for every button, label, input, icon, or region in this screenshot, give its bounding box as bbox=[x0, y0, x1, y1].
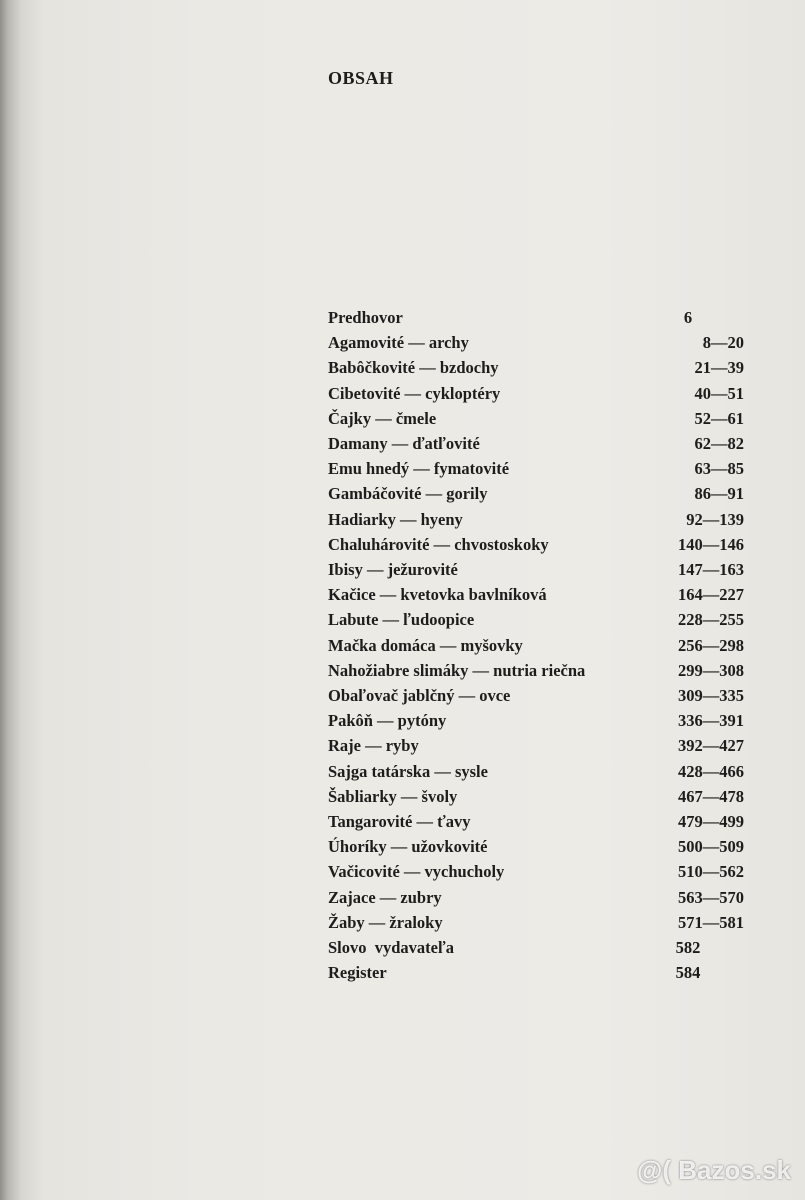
toc-entry-label: Predhovor bbox=[328, 308, 403, 327]
toc-entry-pages: 52—61 bbox=[694, 408, 744, 428]
toc-entry-label: Mačka domáca — myšovky bbox=[328, 635, 523, 655]
toc-entry bbox=[328, 358, 748, 382]
toc-entry bbox=[328, 837, 748, 861]
toc-entry bbox=[328, 736, 748, 760]
toc-entry bbox=[328, 333, 748, 357]
toc-entry bbox=[328, 560, 748, 584]
toc-entry-pages: 479—499 bbox=[678, 812, 744, 831]
toc-entry bbox=[328, 384, 748, 408]
toc-entry bbox=[328, 711, 748, 735]
toc-entry-label: Úhoríky — užovkovité bbox=[328, 837, 488, 857]
toc-entry bbox=[328, 409, 748, 433]
toc-entry-label: Damany — ďatľovité bbox=[328, 434, 480, 453]
toc-entry bbox=[328, 308, 748, 332]
toc-entry-label: Emu hnedý — fymatovité bbox=[328, 459, 510, 479]
toc-entry-pages: 8—20 bbox=[702, 333, 744, 353]
toc-entry bbox=[328, 459, 748, 483]
toc-entry bbox=[328, 888, 748, 912]
toc-entry-pages: 571—581 bbox=[678, 912, 744, 932]
toc-entry-pages: 6 bbox=[683, 308, 693, 327]
toc-entry bbox=[328, 787, 748, 811]
toc-entry-label: Agamovité — archy bbox=[328, 333, 469, 353]
toc-entry-label: Nahožiabre slimáky — nutria riečna bbox=[328, 660, 586, 680]
toc-entry bbox=[328, 610, 748, 634]
page-title: OBSAH bbox=[328, 68, 394, 88]
toc-entry-label: Šabliarky — švoly bbox=[328, 786, 458, 806]
toc-entry-pages: 40—51 bbox=[694, 383, 744, 403]
toc-entry-label: Kačice — kvetovka bavlníková bbox=[328, 585, 547, 605]
toc-entry-pages: 336—391 bbox=[678, 711, 744, 731]
toc-entry-label: Babôčkovité — bzdochy bbox=[328, 358, 499, 378]
toc-entry-pages: 86—91 bbox=[694, 484, 744, 504]
toc-entry bbox=[328, 661, 748, 685]
toc-entry-pages: 467—478 bbox=[678, 786, 744, 806]
toc-entry bbox=[328, 938, 748, 962]
toc-entry-pages: 510—562 bbox=[678, 862, 744, 882]
toc-entry-pages: 299—308 bbox=[678, 660, 744, 680]
toc-entry-label: Raje — ryby bbox=[328, 736, 419, 756]
toc-entry bbox=[328, 434, 748, 458]
toc-entry-label: Sajga tatárska — sysle bbox=[328, 761, 488, 781]
toc-entry bbox=[328, 913, 748, 937]
toc-entry bbox=[328, 585, 748, 609]
toc-entry-pages: 164—227 bbox=[678, 585, 744, 605]
toc-entry-label: Labute — ľudoopice bbox=[328, 610, 475, 630]
toc-entry bbox=[328, 636, 748, 660]
toc-entry-pages: 584 bbox=[675, 963, 701, 983]
toc-entry-pages: 228—255 bbox=[678, 610, 744, 630]
toc-entry-label: Zajace — zubry bbox=[328, 887, 442, 907]
watermark: @( Bazos.sk bbox=[637, 1155, 791, 1185]
toc-entry-label: Čajky — čmele bbox=[328, 408, 437, 428]
toc-entry-pages: 21—39 bbox=[694, 358, 744, 378]
toc-entry-label: Žaby — žraloky bbox=[328, 912, 443, 932]
toc-entry bbox=[328, 686, 748, 710]
toc-entry-pages: 582 bbox=[675, 938, 701, 957]
toc-entry-pages: 428—466 bbox=[678, 761, 744, 781]
toc-entry bbox=[328, 963, 748, 987]
toc-entry bbox=[328, 535, 748, 559]
toc-entry bbox=[328, 862, 748, 886]
toc-entry-label: Gambáčovité — gorily bbox=[328, 484, 488, 504]
toc-entry bbox=[328, 484, 748, 508]
toc-entry-label: Ibisy — ježurovité bbox=[328, 560, 458, 579]
toc-entry-label: Tangarovité — ťavy bbox=[328, 812, 471, 831]
toc-entry-pages: 500—509 bbox=[678, 837, 744, 857]
toc-entry-label: Cibetovité — cykloptéry bbox=[328, 383, 501, 403]
toc-entry-pages: 563—570 bbox=[678, 887, 744, 907]
toc-entry-pages: 63—85 bbox=[694, 459, 744, 479]
toc-entry-pages: 309—335 bbox=[678, 686, 744, 705]
toc-entry-label: Hadiarky — hyeny bbox=[328, 509, 463, 529]
toc-entry-pages: 140—146 bbox=[678, 534, 744, 554]
toc-entry-pages: 256—298 bbox=[678, 635, 744, 655]
toc-entry-label: Obaľovač jablčný — ovce bbox=[328, 686, 511, 705]
toc-entry-label: Chaluhárovité — chvostoskoky bbox=[328, 534, 549, 554]
toc-entry bbox=[328, 812, 748, 836]
toc-entry bbox=[328, 762, 748, 786]
toc-entry-pages: 392—427 bbox=[678, 736, 744, 756]
toc-entry-label: Vačicovité — vychucholy bbox=[328, 862, 505, 882]
toc-entry bbox=[328, 510, 748, 534]
toc-entry-label: Pakôň — pytóny bbox=[328, 711, 447, 731]
toc-entry-label: Register bbox=[328, 963, 387, 983]
toc-entry-pages: 92—139 bbox=[686, 509, 744, 529]
toc-entry-pages: 147—163 bbox=[678, 560, 744, 579]
toc-entry-label: Slovo vydavateľa bbox=[328, 938, 454, 957]
toc-entry-pages: 62—82 bbox=[694, 434, 744, 453]
